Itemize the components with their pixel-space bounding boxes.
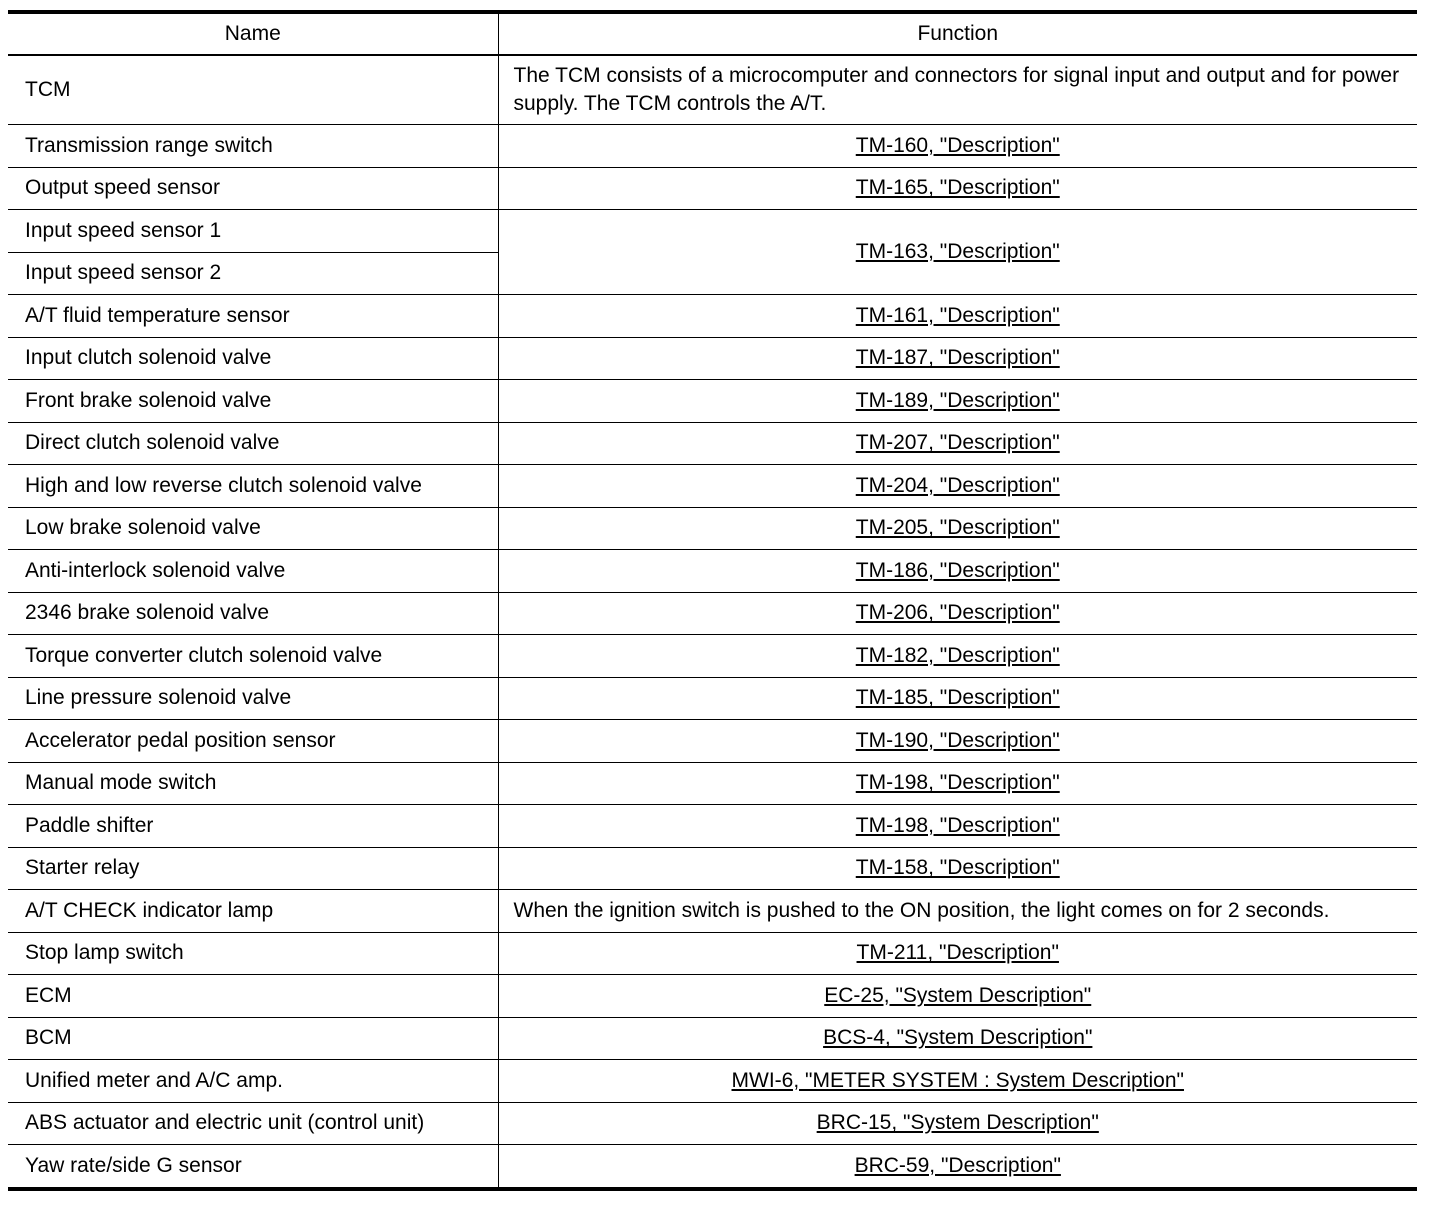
- reference-link[interactable]: TM-165, "Description": [855, 176, 1060, 200]
- table-row: [8, 167, 1417, 210]
- table-row: [8, 677, 1417, 720]
- component-name: Input clutch solenoid valve: [8, 337, 498, 380]
- component-name: High and low reverse clutch solenoid valve: [8, 465, 498, 508]
- table-row: [8, 720, 1417, 763]
- reference-link[interactable]: TM-187, "Description": [855, 346, 1060, 370]
- table-row: [8, 125, 1417, 168]
- table-row: [8, 380, 1417, 423]
- table-row: [8, 1102, 1417, 1145]
- table-row: [8, 55, 1417, 125]
- reference-link[interactable]: TM-190, "Description": [855, 728, 1060, 752]
- reference-link[interactable]: TM-189, "Description": [855, 388, 1060, 412]
- component-name: Paddle shifter: [8, 805, 498, 848]
- table-row: [8, 635, 1417, 678]
- component-name: Starter relay: [8, 847, 498, 890]
- table-row: [8, 890, 1417, 933]
- reference-link[interactable]: TM-161, "Description": [855, 303, 1060, 327]
- table-row: [8, 932, 1417, 975]
- reference-link[interactable]: BRC-59, "Description": [854, 1153, 1061, 1177]
- reference-link[interactable]: TM-185, "Description": [855, 686, 1060, 710]
- table-row: [8, 465, 1417, 508]
- component-function: The TCM consists of a microcomputer and connectors for signal input and output and for power supply. The TCM controls the A/T.: [498, 55, 1417, 125]
- component-name: Unified meter and A/C amp.: [8, 1060, 498, 1103]
- component-name: Manual mode switch: [8, 762, 498, 805]
- component-name: TCM: [8, 55, 498, 125]
- table-row: [8, 975, 1417, 1018]
- component-name: Input speed sensor 1: [8, 210, 498, 253]
- reference-link[interactable]: TM-198, "Description": [855, 813, 1060, 837]
- component-name: Transmission range switch: [8, 125, 498, 168]
- table-row: [8, 550, 1417, 593]
- reference-link[interactable]: TM-198, "Description": [855, 771, 1060, 795]
- component-name: Line pressure solenoid valve: [8, 677, 498, 720]
- component-name: Output speed sensor: [8, 167, 498, 210]
- component-function: When the ignition switch is pushed to the ON position, the light comes on for 2 seconds.: [498, 890, 1417, 933]
- component-name: Direct clutch solenoid valve: [8, 422, 498, 465]
- table-row: [8, 1145, 1417, 1189]
- component-name: ABS actuator and electric unit (control unit): [8, 1102, 498, 1145]
- component-name: Anti-interlock solenoid valve: [8, 550, 498, 593]
- component-name: Low brake solenoid valve: [8, 507, 498, 550]
- component-name: A/T fluid temperature sensor: [8, 295, 498, 338]
- reference-link[interactable]: TM-204, "Description": [855, 473, 1060, 497]
- table-row: [8, 295, 1417, 338]
- reference-link[interactable]: TM-182, "Description": [855, 643, 1060, 667]
- reference-link[interactable]: TM-205, "Description": [855, 516, 1060, 540]
- component-name: ECM: [8, 975, 498, 1018]
- table-row: [8, 762, 1417, 805]
- reference-link[interactable]: TM-163, "Description": [855, 240, 1060, 263]
- function-column-header: Function: [498, 12, 1417, 55]
- name-column-header: Name: [8, 12, 498, 55]
- table-row: [8, 1060, 1417, 1103]
- reference-link[interactable]: TM-207, "Description": [855, 431, 1060, 455]
- table-row: [8, 1017, 1417, 1060]
- component-name: Yaw rate/side G sensor: [25, 1153, 242, 1177]
- table-row: [8, 337, 1417, 380]
- component-name: Torque converter clutch solenoid valve: [8, 635, 498, 678]
- table-row: [8, 507, 1417, 550]
- component-name: Front brake solenoid valve: [8, 380, 498, 423]
- reference-link[interactable]: TM-211, "Description": [856, 941, 1059, 965]
- component-name: Input speed sensor 2: [8, 252, 498, 295]
- reference-link[interactable]: TM-206, "Description": [855, 601, 1060, 625]
- reference-link[interactable]: EC-25, "System Description": [824, 983, 1092, 1007]
- table-row: [8, 210, 1417, 253]
- component-name: Stop lamp switch: [8, 932, 498, 975]
- component-name: Accelerator pedal position sensor: [8, 720, 498, 763]
- table-row: [8, 592, 1417, 635]
- component-name: BCM: [8, 1017, 498, 1060]
- header-row: [8, 12, 1417, 55]
- table-row: [8, 847, 1417, 890]
- reference-link[interactable]: TM-186, "Description": [855, 558, 1060, 582]
- table-row: [8, 422, 1417, 465]
- component-name: A/T CHECK indicator lamp: [8, 890, 498, 933]
- reference-link[interactable]: BRC-15, "System Description": [816, 1111, 1099, 1135]
- component-name: 2346 brake solenoid valve: [8, 592, 498, 635]
- components-table: [8, 10, 1417, 1191]
- reference-link[interactable]: MWI-6, "METER SYSTEM : System Description": [731, 1068, 1184, 1092]
- table-row: [8, 805, 1417, 848]
- reference-link[interactable]: BCS-4, "System Description": [823, 1026, 1093, 1050]
- reference-link[interactable]: TM-160, "Description": [855, 133, 1060, 157]
- reference-link[interactable]: TM-158, "Description": [855, 856, 1060, 880]
